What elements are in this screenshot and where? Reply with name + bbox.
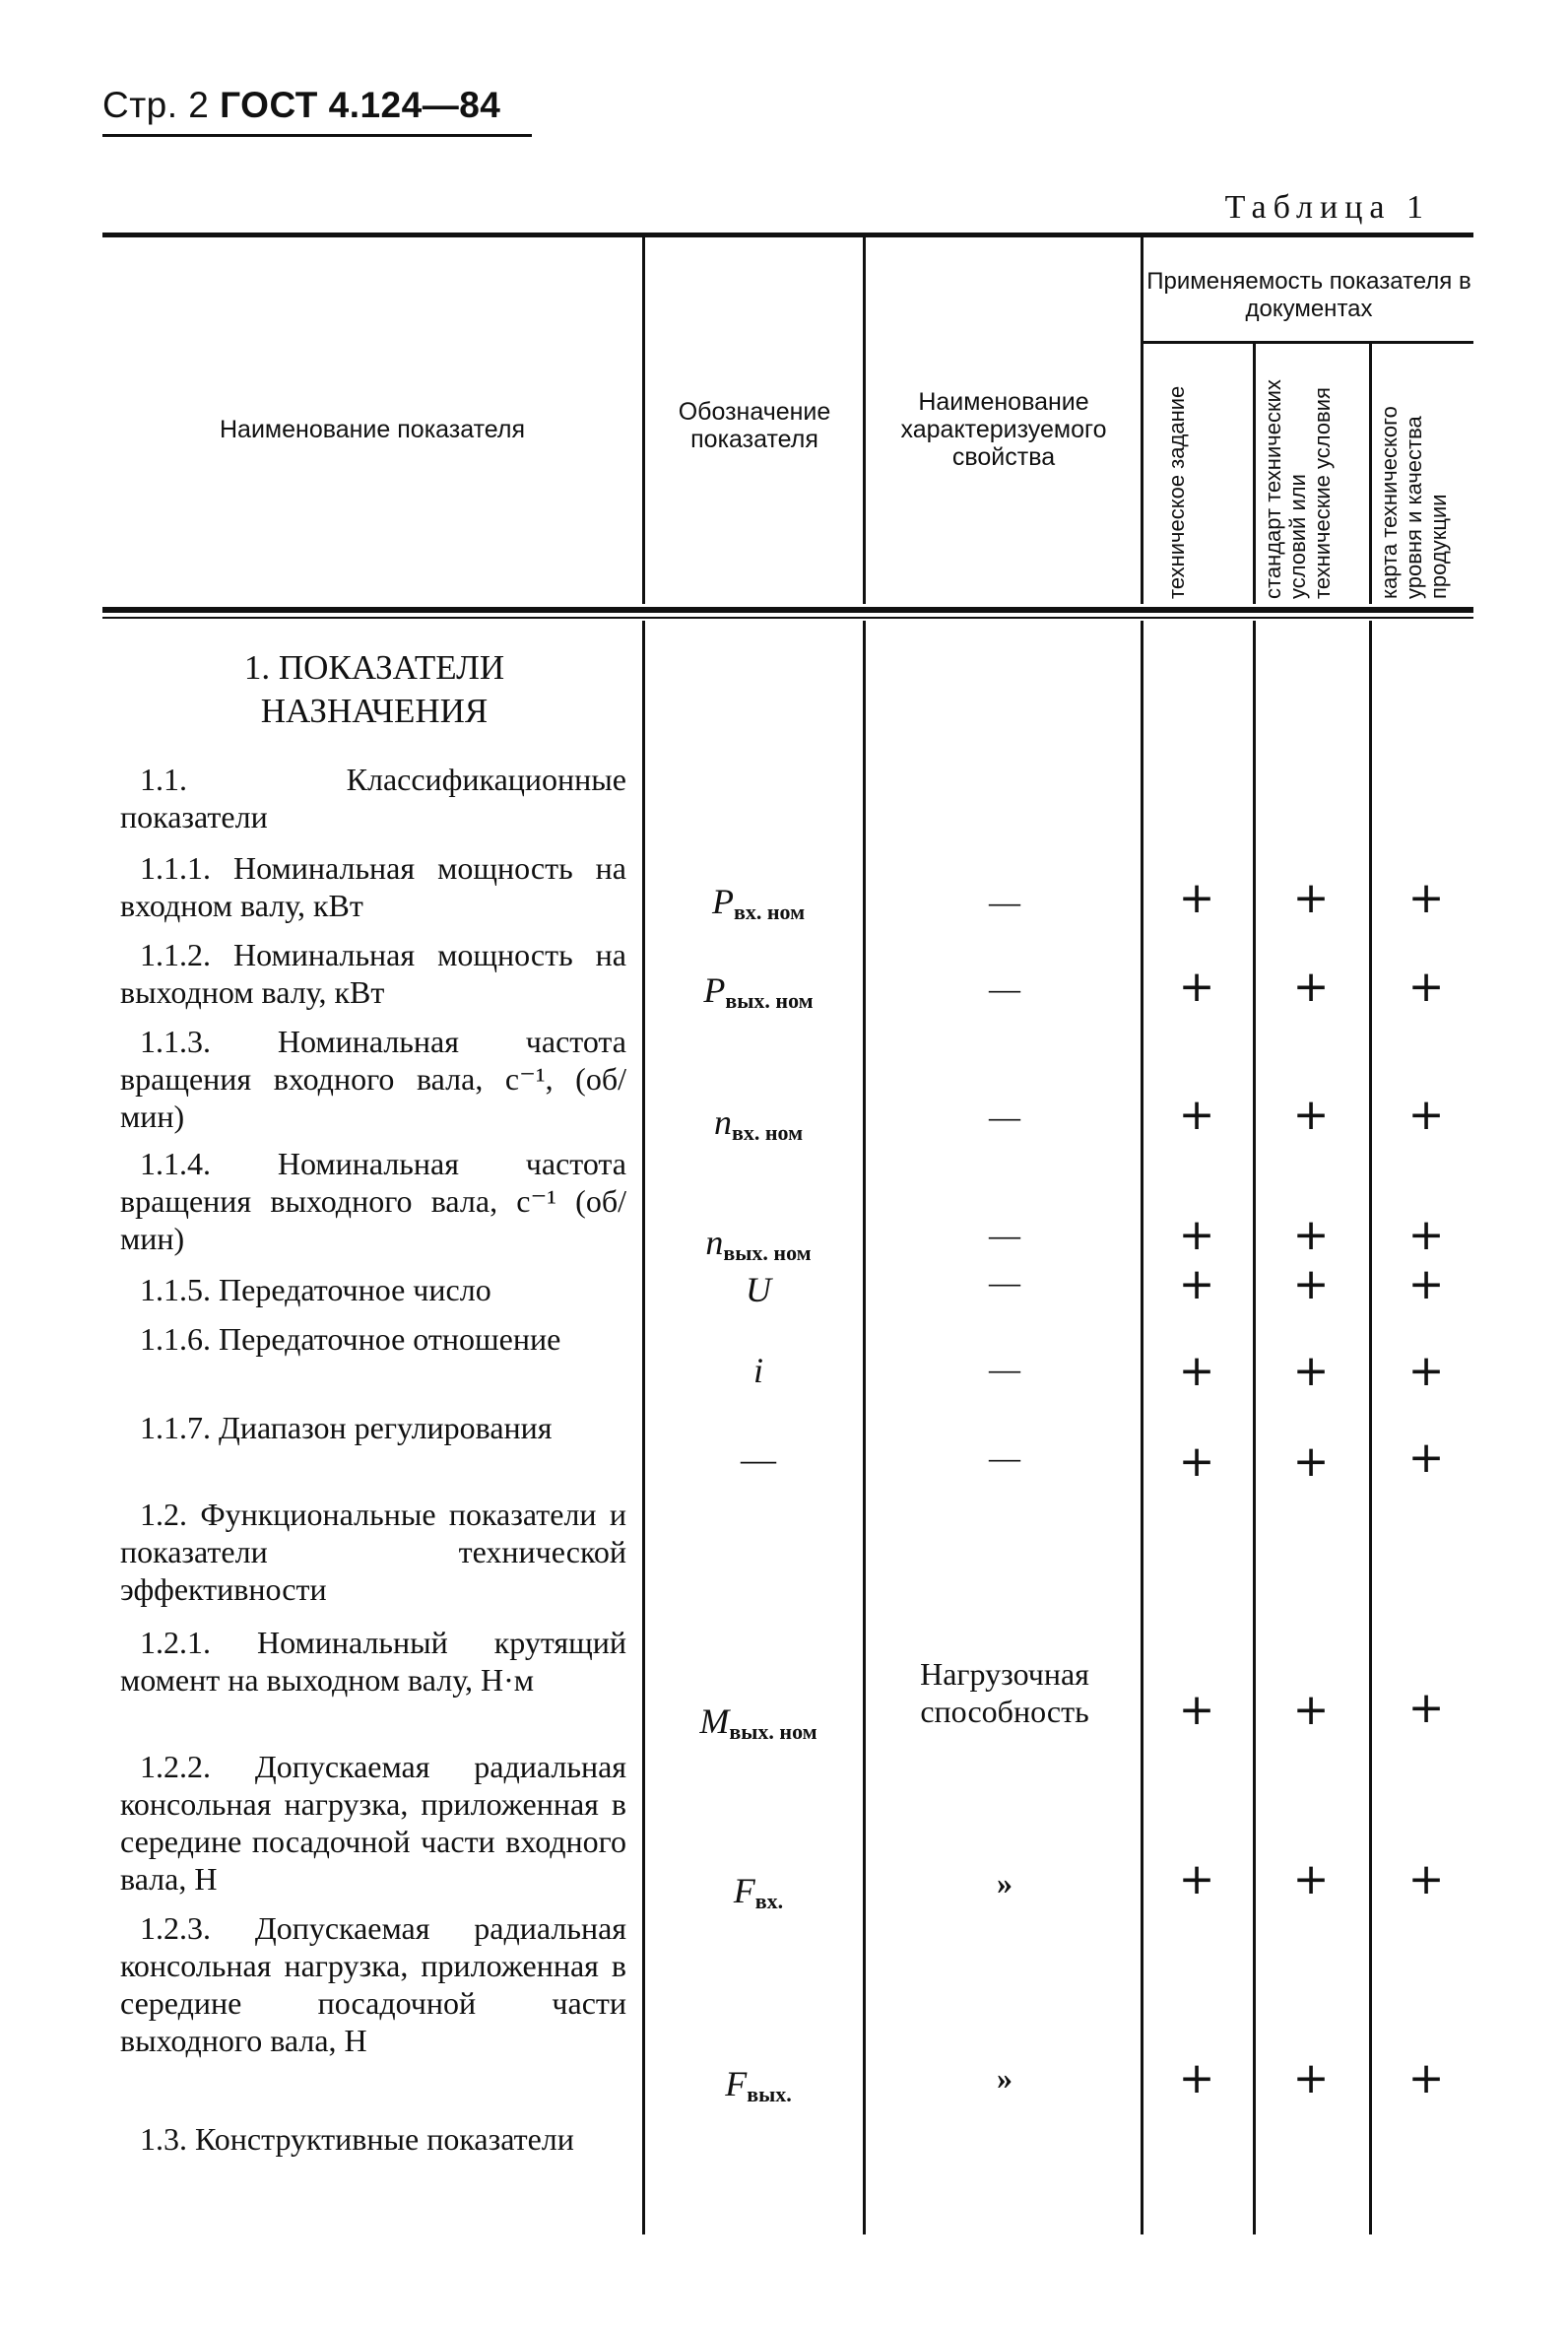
- row-d2-1-1-5: +: [1292, 1259, 1330, 1309]
- row-d3-1-1-6: +: [1407, 1346, 1445, 1396]
- row-name-1-1: 1.1. Классификационные показатели: [120, 762, 626, 834]
- row-d3-1-1-1: +: [1407, 873, 1445, 923]
- row-d2-1-1-1: +: [1292, 873, 1330, 923]
- row-d3-1-1-2: +: [1407, 962, 1445, 1012]
- col-header-doc3: карта технического уровня и качества продукции: [1377, 406, 1451, 599]
- row-d1-1-1-2: +: [1178, 962, 1215, 1012]
- row-property-1-1-2: —: [989, 970, 1020, 1006]
- row-d2-1-1-3: +: [1292, 1090, 1330, 1140]
- row-d2-1-1-4: +: [1292, 1210, 1330, 1260]
- row-property-1-1-4: —: [989, 1217, 1020, 1252]
- row-d2-1-1-6: +: [1292, 1346, 1330, 1396]
- row-d2-1-2-2: +: [1292, 1854, 1330, 1904]
- row-property-1-1-5: —: [989, 1264, 1020, 1300]
- standard-number: ГОСТ 4.124—84: [220, 85, 501, 125]
- header-rule: [102, 134, 532, 137]
- col-header-property: Наименование характеризуемого свойства: [900, 388, 1107, 471]
- row-property-1-2-3: »: [997, 2060, 1013, 2096]
- table-top-rule: [102, 233, 1473, 237]
- row-property-1-1-6: —: [989, 1351, 1020, 1386]
- row-name-1-1-4: 1.1.4. Номинальная частота вращения выходного вала, с⁻¹ (об/мин): [120, 1146, 626, 1256]
- row-d1-1-2-2: +: [1178, 1854, 1215, 1904]
- row-symbol-1-1-1: $P_{вх. ном}$: [711, 882, 806, 924]
- row-property-1-1-1: —: [989, 884, 1020, 919]
- col-divider-2: [863, 237, 866, 604]
- row-d1-1-1-1: +: [1178, 873, 1215, 923]
- row-d3-1-1-5: +: [1407, 1259, 1445, 1309]
- row-symbol-1-1-7: —: [741, 1439, 776, 1479]
- row-d1-1-1-6: +: [1178, 1346, 1215, 1396]
- row-d1-1-1-3: +: [1178, 1090, 1215, 1140]
- row-property-1-2-1: Нагрузочная способность: [920, 1656, 1089, 1729]
- col-divider-3: [1141, 237, 1143, 604]
- row-d3-1-2-1: +: [1407, 1683, 1445, 1733]
- row-symbol-1-2-3: $F_{вых.}$: [725, 2064, 792, 2106]
- row-name-1-1-2: 1.1.2. Номинальная мощность на выходном валу, кВт: [120, 937, 626, 1010]
- row-d2-1-1-2: +: [1292, 962, 1330, 1012]
- row-name-1-1-5: 1.1.5. Передаточное число: [140, 1272, 491, 1307]
- col-divider-5: [1369, 344, 1372, 604]
- col-divider-1: [642, 237, 645, 604]
- page-header: [102, 85, 500, 126]
- row-property-1-2-2: »: [997, 1865, 1013, 1900]
- row-symbol-1-1-4: $n_{вых. ном}$: [705, 1223, 812, 1265]
- col-header-doc2: стандарт технических условий или технические условия: [1261, 379, 1335, 599]
- row-name-1-2-3: 1.2.3. Допускаемая радиальная консольная нагрузка, приложенная в середине посадочной части выходного вала, Н: [120, 1910, 626, 2058]
- row-d1-1-1-4: +: [1178, 1210, 1215, 1260]
- col-header-doc1: техническое задание: [1164, 385, 1189, 599]
- row-d3-1-1-7: +: [1407, 1433, 1445, 1483]
- row-name-1-3: 1.3. Конструктивные показатели: [140, 2121, 574, 2157]
- row-d1-1-1-7: +: [1178, 1436, 1215, 1487]
- row-d3-1-2-2: +: [1407, 1854, 1445, 1904]
- section-title: 1. ПОКАЗАТЕЛИ НАЗНАЧЕНИЯ: [243, 648, 505, 730]
- row-symbol-1-1-2: $P_{вых. ном}$: [703, 970, 814, 1013]
- row-symbol-1-2-1: $M_{вых. ном}$: [699, 1701, 817, 1744]
- row-name-1-1-3: 1.1.3. Номинальная частота вращения входного вала, с⁻¹, (об/мин): [120, 1024, 626, 1134]
- col-header-applicability: Применяемость показателя в документах: [1146, 268, 1471, 322]
- row-symbol-1-1-3: $n_{вх. ном}$: [713, 1102, 804, 1145]
- row-d3-1-1-3: +: [1407, 1090, 1445, 1140]
- applicability-rule: [1141, 341, 1473, 344]
- row-name-1-2-2: 1.2.2. Допускаемая радиальная консольная нагрузка, приложенная в середине посадочной части входного вала, Н: [120, 1749, 626, 1897]
- header-bottom-rule-2: [102, 617, 1473, 619]
- row-name-1-2: 1.2. Функциональные показатели и показатели технической эффективности: [120, 1497, 626, 1607]
- table-label: Таблица 1: [1224, 189, 1430, 226]
- row-name-1-1-1: 1.1.1. Номинальная мощность на входном валу, кВт: [120, 850, 626, 923]
- header-bottom-rule: [102, 607, 1473, 613]
- row-symbol-1-2-2: $F_{вх.}$: [733, 1871, 784, 1913]
- row-name-1-2-1: 1.2.1. Номинальный крутящий момент на выходном валу, Н·м: [120, 1625, 626, 1698]
- body-divider-3: [1141, 621, 1143, 2234]
- row-name-1-1-6: 1.1.6. Передаточное отношение: [140, 1321, 561, 1357]
- row-d3-1-1-4: +: [1407, 1210, 1445, 1260]
- row-property-1-1-3: —: [989, 1099, 1020, 1134]
- page-number: Стр. 2: [102, 85, 210, 125]
- row-d3-1-2-3: +: [1407, 2053, 1445, 2103]
- row-d1-1-1-5: +: [1178, 1259, 1215, 1309]
- row-d2-1-2-3: +: [1292, 2053, 1330, 2103]
- row-d1-1-2-1: +: [1178, 1685, 1215, 1735]
- body-divider-1: [642, 621, 645, 2234]
- row-d2-1-1-7: +: [1292, 1436, 1330, 1487]
- row-name-1-1-7: 1.1.7. Диапазон регулирования: [140, 1410, 553, 1445]
- row-d2-1-2-1: +: [1292, 1685, 1330, 1735]
- col-divider-4: [1253, 344, 1256, 604]
- row-property-1-1-7: —: [989, 1439, 1020, 1475]
- body-divider-4: [1253, 621, 1256, 2234]
- row-d1-1-2-3: +: [1178, 2053, 1215, 2103]
- row-symbol-1-1-5: U: [746, 1270, 771, 1309]
- body-divider-5: [1369, 621, 1372, 2234]
- body-divider-2: [863, 621, 866, 2234]
- col-header-symbol: Обозначение показателя: [678, 398, 831, 453]
- row-symbol-1-1-6: i: [752, 1351, 763, 1390]
- col-header-name: Наименование показателя: [220, 416, 525, 443]
